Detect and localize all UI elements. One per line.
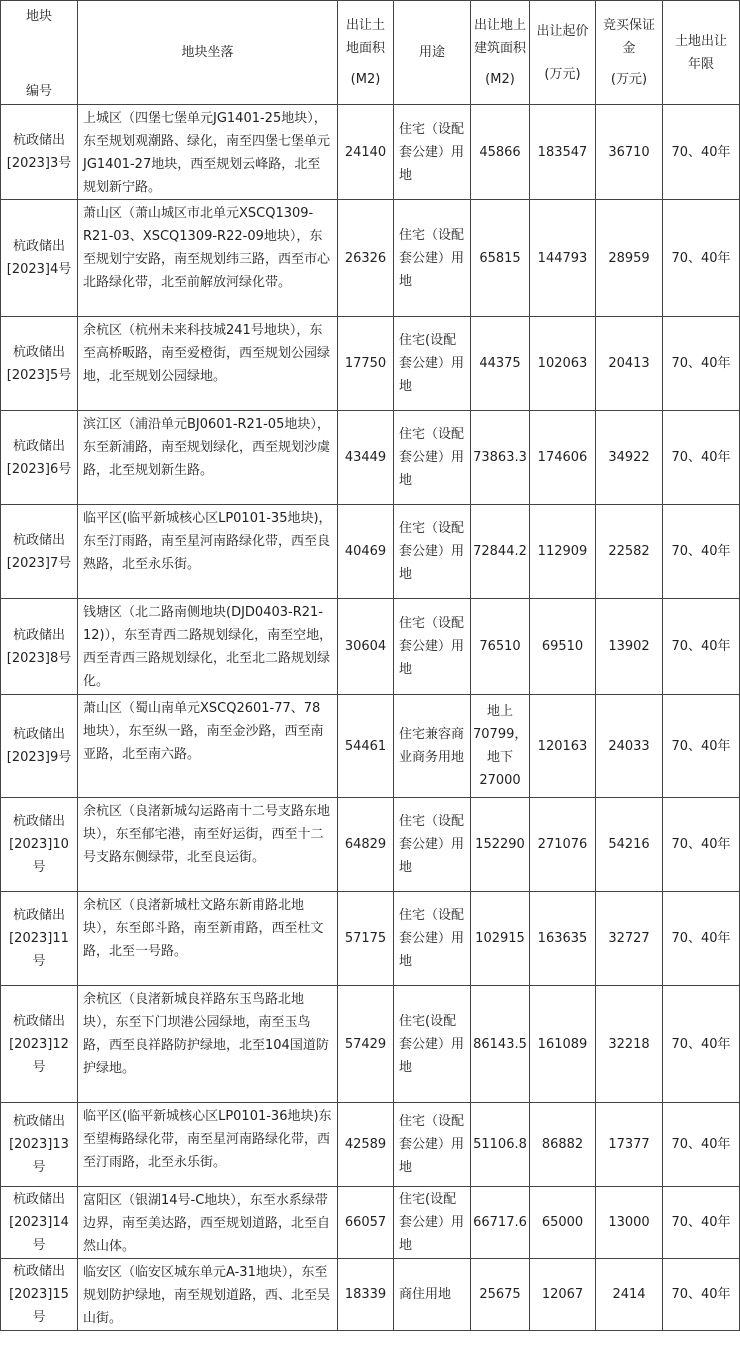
cell-parcel-no: 杭政储出[2023]6号: [1, 411, 78, 505]
cell-start-price: 183547: [530, 105, 596, 200]
table-row: [1, 1187, 740, 1259]
cell-start-price: 120163: [530, 695, 596, 798]
cell-land-area: 54461: [338, 695, 394, 798]
header-start-price: 出让起价 (万元): [530, 1, 596, 105]
cell-use: 住宅（设配套公建）用地: [394, 505, 471, 599]
cell-parcel-no: 杭政储出[2023]10号: [1, 798, 78, 892]
table-row: [1, 1103, 740, 1187]
cell-deposit: 34922: [596, 411, 663, 505]
cell-deposit: 22582: [596, 505, 663, 599]
cell-location: 富阳区（银湖14号-C地块），东至水系绿带边界，南至美达路，西至规划道路，北至自然山体。: [78, 1187, 338, 1259]
cell-building-area: 25675: [471, 1259, 530, 1331]
header-row: [1, 1, 740, 105]
cell-location: 余杭区（良渚新城良祥路东玉鸟路北地块），东至下门坝港公园绿地，南至玉鸟路，西至良祥路防护绿地，北至104国道防护绿地。: [78, 986, 338, 1103]
cell-building-area: 66717.6: [471, 1187, 530, 1259]
cell-term: 70、40年: [663, 200, 740, 317]
cell-parcel-no: 杭政储出[2023]14号: [1, 1187, 78, 1259]
table-row: [1, 317, 740, 411]
cell-location: 萧山区（蜀山南单元XSCQ2601-77、78地块），东至纵一路，南至金沙路，西至南亚路，北至南六路。: [78, 695, 338, 798]
cell-land-area: 43449: [338, 411, 394, 505]
cell-deposit: 24033: [596, 695, 663, 798]
cell-location: 余杭区（良渚新城勾运路南十二号支路东地块），东至郁宅港，南至好运街，西至十二号支路东侧绿带，北至良运街。: [78, 798, 338, 892]
cell-term: 70、40年: [663, 105, 740, 200]
header-location: 地块坐落: [78, 1, 338, 105]
cell-use: 住宅(设配套公建）用地: [394, 317, 471, 411]
cell-land-area: 42589: [338, 1103, 394, 1187]
cell-building-area: 86143.5: [471, 986, 530, 1103]
cell-building-area: 76510: [471, 599, 530, 695]
cell-parcel-no: 杭政储出[2023]4号: [1, 200, 78, 317]
cell-use: 住宅（设配套公建）用地: [394, 892, 471, 986]
header-building-area: 出让地上 建筑面积 (M2): [471, 1, 530, 105]
cell-land-area: 40469: [338, 505, 394, 599]
cell-use: 住宅（设配套公建）用地: [394, 1103, 471, 1187]
cell-land-area: 26326: [338, 200, 394, 317]
header-land-area: 出让土 地面积 (M2): [338, 1, 394, 105]
cell-building-area: 73863.3: [471, 411, 530, 505]
cell-term: 70、40年: [663, 317, 740, 411]
cell-location: 临平区(临平新城核心区LP0101-36地块)东至望梅路绿化带，南至星河南路绿化带，西至汀雨路，北至永乐街。: [78, 1103, 338, 1187]
cell-deposit: 13902: [596, 599, 663, 695]
cell-deposit: 20413: [596, 317, 663, 411]
cell-term: 70、40年: [663, 411, 740, 505]
table-row: [1, 200, 740, 317]
cell-use: 住宅（设配套公建）用地: [394, 200, 471, 317]
cell-use: 住宅(设配套公建）用地: [394, 986, 471, 1103]
cell-deposit: 54216: [596, 798, 663, 892]
cell-deposit: 36710: [596, 105, 663, 200]
cell-term: 70、40年: [663, 599, 740, 695]
cell-building-area: 65815: [471, 200, 530, 317]
cell-start-price: 69510: [530, 599, 596, 695]
cell-building-area: 44375: [471, 317, 530, 411]
cell-term: 70、40年: [663, 798, 740, 892]
header-use: 用途: [394, 1, 471, 105]
cell-building-area: 51106.8: [471, 1103, 530, 1187]
table-row: [1, 986, 740, 1103]
cell-start-price: 86882: [530, 1103, 596, 1187]
cell-deposit: 13000: [596, 1187, 663, 1259]
cell-building-area: 地上70799，地下27000: [471, 695, 530, 798]
cell-use: 商住用地: [394, 1259, 471, 1331]
cell-use: 住宅(设配套公建）用地: [394, 1187, 471, 1259]
cell-parcel-no: 杭政储出[2023]8号: [1, 599, 78, 695]
cell-term: 70、40年: [663, 505, 740, 599]
table-row: [1, 505, 740, 599]
cell-deposit: 2414: [596, 1259, 663, 1331]
cell-term: 70、40年: [663, 986, 740, 1103]
cell-use: 住宅（设配套公建）用地: [394, 599, 471, 695]
cell-deposit: 32727: [596, 892, 663, 986]
table-row: [1, 695, 740, 798]
cell-land-area: 24140: [338, 105, 394, 200]
cell-use: 住宅（设配套公建）用地: [394, 798, 471, 892]
cell-parcel-no: 杭政储出[2023]11号: [1, 892, 78, 986]
cell-use: 住宅（设配套公建）用地: [394, 411, 471, 505]
header-deposit: 竞买保证 金 (万元): [596, 1, 663, 105]
cell-start-price: 163635: [530, 892, 596, 986]
cell-location: 上城区（四堡七堡单元JG1401-25地块），东至规划观潮路、绿化，南至四堡七堡单元JG1401-27地块，西至规划云峰路，北至规划新宁路。: [78, 105, 338, 200]
cell-parcel-no: 杭政储出[2023]15号: [1, 1259, 78, 1331]
table-row: [1, 411, 740, 505]
table-row: [1, 798, 740, 892]
cell-land-area: 57429: [338, 986, 394, 1103]
cell-parcel-no: 杭政储出[2023]3号: [1, 105, 78, 200]
cell-building-area: 102915: [471, 892, 530, 986]
cell-land-area: 30604: [338, 599, 394, 695]
cell-building-area: 45866: [471, 105, 530, 200]
cell-parcel-no: 杭政储出[2023]13号: [1, 1103, 78, 1187]
cell-use: 住宅（设配套公建）用地: [394, 105, 471, 200]
cell-location: 余杭区（良渚新城杜文路东新甫路北地块），东至郎斗路，南至新甫路，西至杜文路，北至一号路。: [78, 892, 338, 986]
cell-location: 萧山区（萧山城区市北单元XSCQ1309-R21-03、XSCQ1309-R22-09地块），东至规划宁安路，南至规划纬三路，西至市心北路绿化带，北至前解放河绿化带。: [78, 200, 338, 317]
cell-term: 70、40年: [663, 695, 740, 798]
table-row: [1, 1259, 740, 1331]
cell-deposit: 17377: [596, 1103, 663, 1187]
cell-use: 住宅兼容商业商务用地: [394, 695, 471, 798]
header-parcel-no: 地块 编号: [1, 1, 78, 105]
cell-land-area: 18339: [338, 1259, 394, 1331]
cell-term: 70、40年: [663, 1103, 740, 1187]
cell-term: 70、40年: [663, 1187, 740, 1259]
cell-building-area: 72844.2: [471, 505, 530, 599]
cell-land-area: 17750: [338, 317, 394, 411]
cell-parcel-no: 杭政储出[2023]7号: [1, 505, 78, 599]
cell-start-price: 102063: [530, 317, 596, 411]
cell-location: 临安区（临安区城东单元A-31地块），东至规划防护绿地，南至规划道路，西、北至吴山街。: [78, 1259, 338, 1331]
cell-location: 滨江区（浦沿单元BJ0601-R21-05地块），东至新浦路，南至规划绿化，西至规划沙虞路，北至规划新生路。: [78, 411, 338, 505]
cell-location: 钱塘区（北二路南侧地块(DJD0403-R21-12)），东至青西二路规划绿化，南至空地，西至青西三路规划绿化，北至北二路规划绿化。: [78, 599, 338, 695]
cell-parcel-no: 杭政储出[2023]12号: [1, 986, 78, 1103]
cell-start-price: 65000: [530, 1187, 596, 1259]
cell-land-area: 57175: [338, 892, 394, 986]
cell-start-price: 112909: [530, 505, 596, 599]
cell-parcel-no: 杭政储出[2023]9号: [1, 695, 78, 798]
cell-location: 临平区(临平新城核心区LP0101-35地块)，东至汀雨路，南至星河南路绿化带，西至良熟路，北至永乐街。: [78, 505, 338, 599]
table-row: [1, 892, 740, 986]
cell-start-price: 174606: [530, 411, 596, 505]
cell-start-price: 12067: [530, 1259, 596, 1331]
cell-start-price: 144793: [530, 200, 596, 317]
cell-land-area: 64829: [338, 798, 394, 892]
cell-deposit: 32218: [596, 986, 663, 1103]
cell-land-area: 66057: [338, 1187, 394, 1259]
cell-start-price: 271076: [530, 798, 596, 892]
cell-start-price: 161089: [530, 986, 596, 1103]
cell-parcel-no: 杭政储出[2023]5号: [1, 317, 78, 411]
cell-building-area: 152290: [471, 798, 530, 892]
cell-location: 余杭区（杭州未来科技城241号地块），东至高桥畈路，南至爱橙街，西至规划公园绿地，北至规划公园绿地。: [78, 317, 338, 411]
cell-deposit: 28959: [596, 200, 663, 317]
table-row: [1, 105, 740, 200]
table-row: [1, 599, 740, 695]
cell-term: 70、40年: [663, 1259, 740, 1331]
cell-term: 70、40年: [663, 892, 740, 986]
header-term: 土地出让 年限: [663, 1, 740, 105]
